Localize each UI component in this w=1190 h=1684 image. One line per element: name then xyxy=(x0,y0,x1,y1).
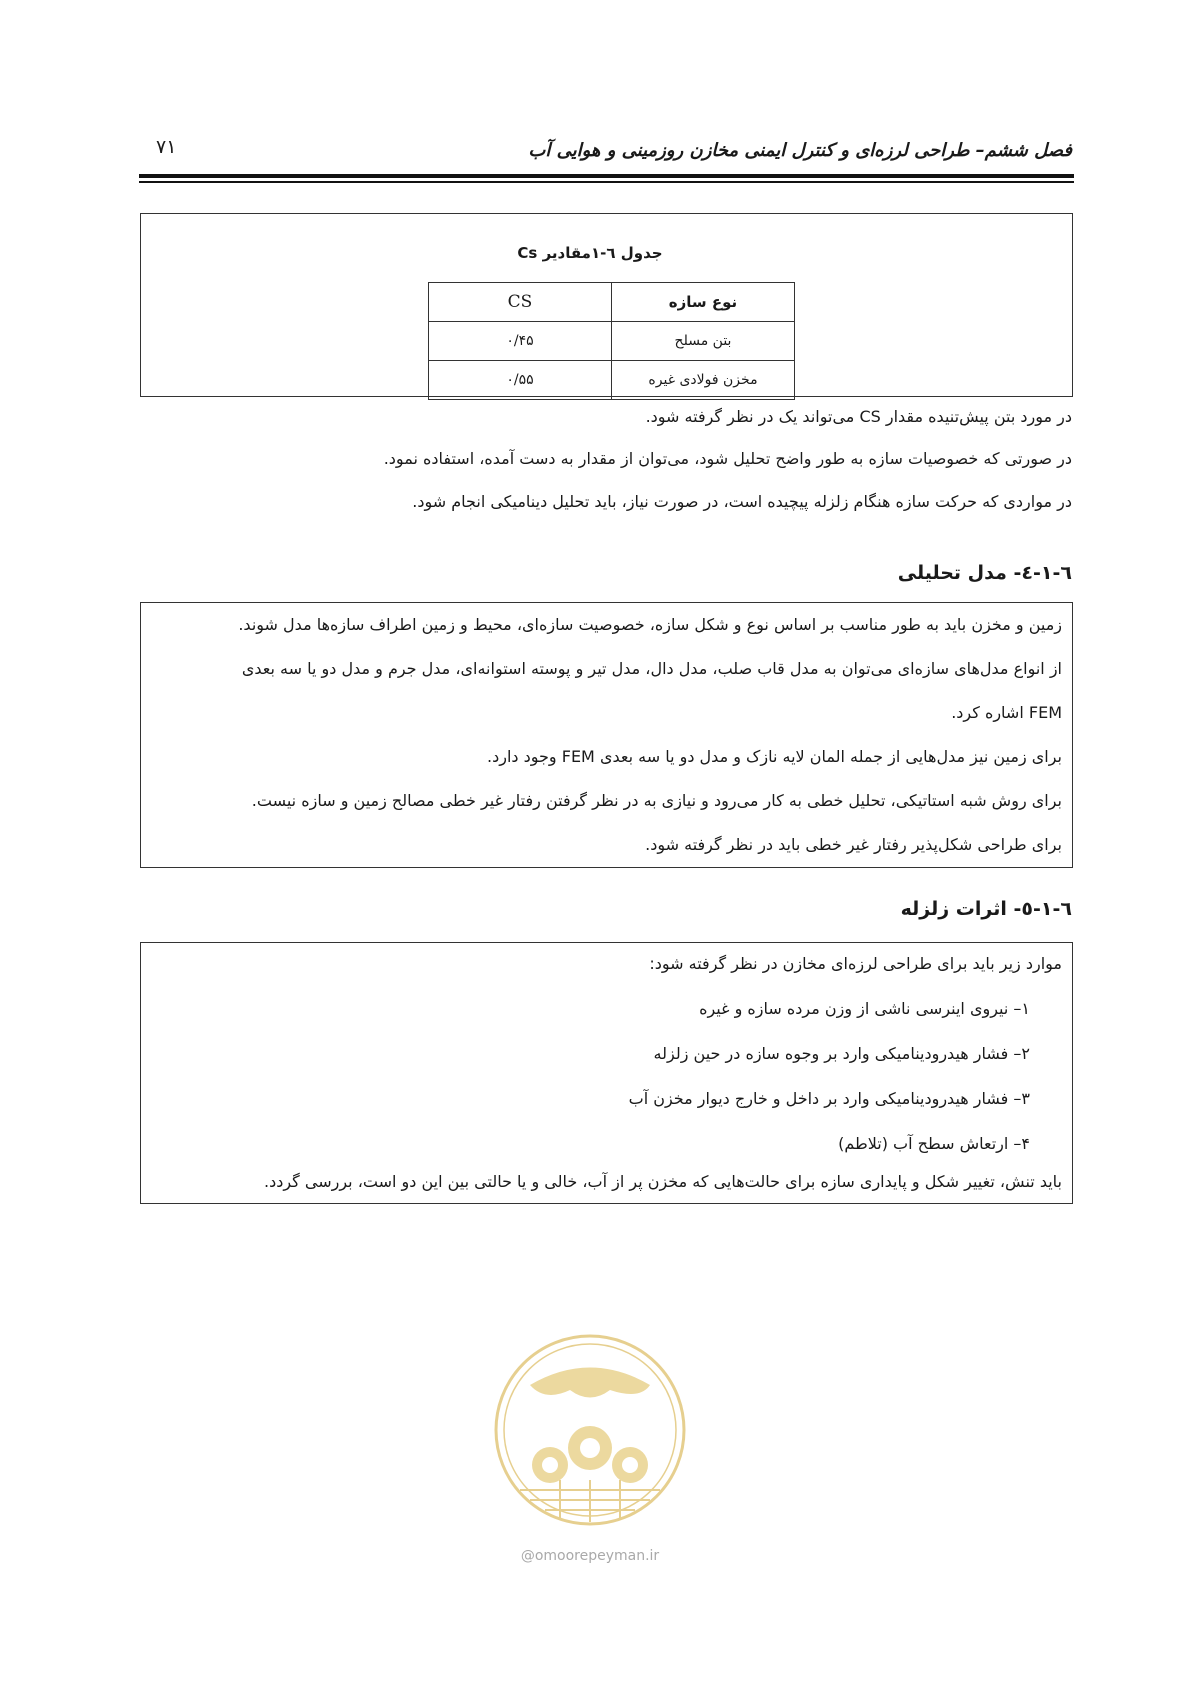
watermark-caption: @omoorepeyman.ir xyxy=(520,1548,660,1564)
model-line-3: FEM اشاره کرد. xyxy=(951,703,1062,722)
intro-line-1: در مورد بتن پیش‌تنیده مقدار CS می‌تواند یک در نظر گرفته شود. xyxy=(645,407,1072,426)
model-line-4: برای زمین نیز مدل‌هایی از جمله المان لایه نازک و مدل دو یا سه بعدی FEM وجود دارد. xyxy=(487,747,1062,766)
model-line-5: برای روش شبه استاتیکی، تحلیل خطی به کار می‌رود و نیازی به در نظر گرفتن رفتار غیر خطی مصالح زمین و سازه نیست. xyxy=(251,791,1062,810)
watermark-logo-icon xyxy=(490,1330,690,1530)
model-line-6: برای طراحی شکل‌پذیر رفتار غیر خطی باید در نظر گرفته شود. xyxy=(645,835,1062,854)
column-header-type: نوع سازه xyxy=(612,283,795,322)
table-header-row xyxy=(429,283,795,322)
table-cell-value: ۰/۴۵ xyxy=(429,322,612,361)
section-heading-model: ٦-١-٤- مدل تحلیلی xyxy=(897,562,1072,584)
quake-list-item: ۴– ارتعاش سطح آب (تلاطم) xyxy=(838,1134,1030,1153)
quake-list-item: ۲– فشار هیدرودینامیکی وارد بر وجوه سازه در حین زلزله xyxy=(653,1044,1030,1063)
intro-line-2: در صورتی که خصوصیات سازه به طور واضح تحلیل شود، می‌توان از مقدار به دست آمده، استفاده نمود. xyxy=(383,449,1072,468)
quake-line-intro: موارد زیر باید برای طراحی لرزه‌ای مخازن در نظر گرفته شود: xyxy=(649,954,1062,973)
column-header-cs: CS xyxy=(429,283,612,322)
cs-table xyxy=(428,282,795,400)
model-line-2: از انواع مدل‌های سازه‌ای می‌توان به مدل قاب صلب، مدل دال، مدل تیر و پوسته استوانه‌ای، مدل جرم و مدل دو یا سه بعدی xyxy=(241,659,1062,678)
table-cell-type: مخزن فولادی غیره xyxy=(612,361,795,400)
table-cell-type: بتن مسلح xyxy=(612,322,795,361)
header-rule-thin xyxy=(139,181,1074,183)
header-rule-thick xyxy=(139,174,1074,178)
table-row xyxy=(429,361,795,400)
quake-text-box xyxy=(140,942,1073,1204)
model-line-1: زمین و مخزن باید به طور مناسب بر اساس نوع و شکل سازه، خصوصیت سازه‌ای، محیط و زمین اطراف سازه‌ها مدل شوند. xyxy=(238,615,1062,634)
table-caption: جدول ٦-١مقادیر Cs xyxy=(517,244,663,262)
quake-list-item: ۱– نیروی اینرسی ناشی از وزن مرده سازه و غیره xyxy=(699,999,1030,1018)
quake-list-item: ۳– فشار هیدرودینامیکی وارد بر داخل و خارج دیوار مخزن آب xyxy=(628,1089,1030,1108)
table-cell-value: ۰/۵۵ xyxy=(429,361,612,400)
model-text-box xyxy=(140,602,1073,868)
section-heading-quake: ٦-١-٥- اثرات زلزله xyxy=(900,898,1072,920)
quake-line-conclusion: باید تنش، تغییر شکل و پایداری سازه برای حالت‌هایی که مخزن پر از آب، خالی و یا حالتی بین این دو است، بررسی گردد. xyxy=(264,1172,1062,1191)
intro-line-3: در مواردی که حرکت سازه هنگام زلزله پیچیده است، در صورت نیاز، باید تحلیل دینامیکی انجام شود. xyxy=(412,492,1072,511)
table-row xyxy=(429,322,795,361)
chapter-title: فصل ششم– طراحی لرزه‌ای و کنترل ایمنی مخازن روزمینی و هوایی آب xyxy=(528,140,1072,161)
page-number: ۷۱ xyxy=(156,136,177,158)
